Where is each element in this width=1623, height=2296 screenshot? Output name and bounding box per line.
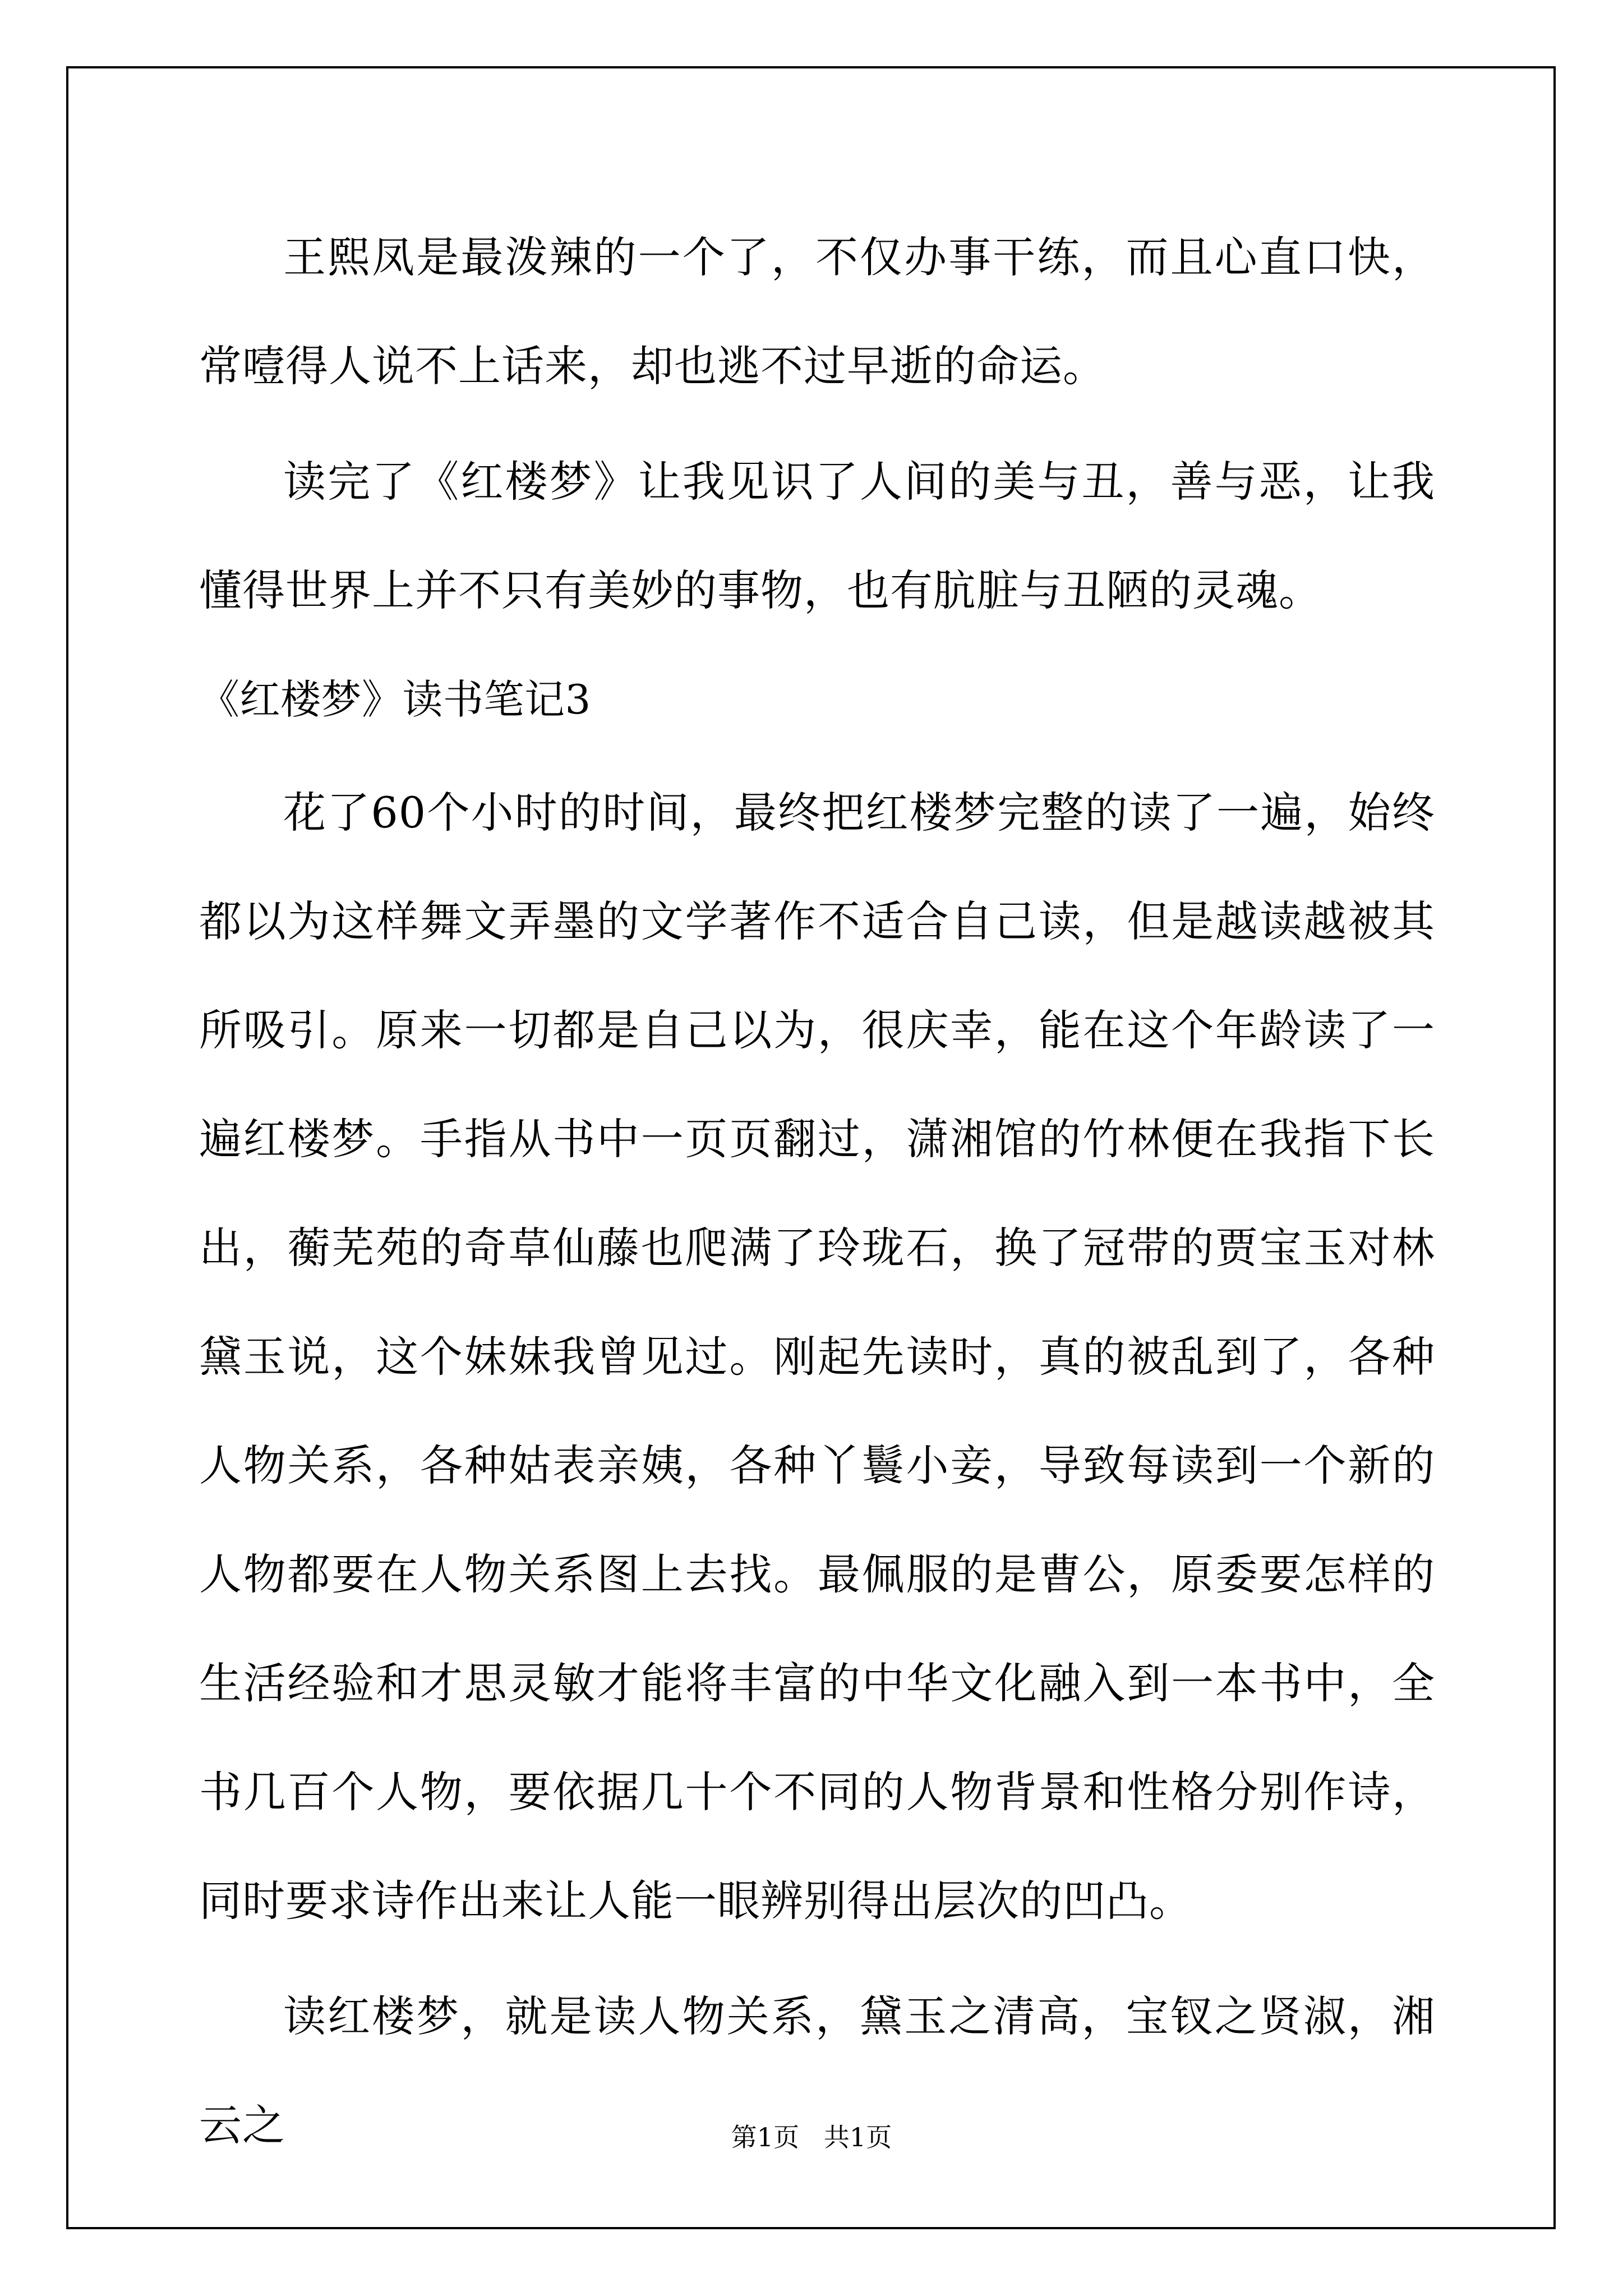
document-body: [199, 203, 1435, 2180]
page-footer: 第1页 共1页: [731, 2122, 892, 2152]
paragraph-reading-experience: 花了60个小时的时间，最终把红楼梦完整的读了一遍，始终都以为这样舞文弄墨的文学著作不适合自己读，但是越读越被其所吸引。原来一切都是自己以为，很庆幸，能在这个年龄读了一遍红楼梦。手指从书中一页页翻过，潇湘馆的竹林便在我指下长出，蘅芜苑的奇草仙藤也爬满了玲珑石，换了冠带的贾宝玉对林黛玉说，这个妹妹我曾见过。刚起先读时，真的被乱到了，各种人物关系，各种姑表亲姨，各种丫鬟小妾，导致每读到一个新的人物都要在人物关系图上去找。最佩服的是曹公，原委要怎样的生活经验和才思灵敏才能将丰富的中华文化融入到一本书中，全书几百个人物，要依据几十个不同的人物背景和性格分别作诗，同时要求诗作出来让人能一眼辨别得出层次的凹凸。: [199, 788, 1435, 1926]
paragraph-reflection: 读完了《红楼梦》让我见识了人间的美与丑，善与恶，让我懂得世界上并不只有美妙的事物，也有肮脏与丑陋的灵魂。: [199, 457, 1435, 615]
paragraph-wang-xifeng: 王熙凤是最泼辣的一个了，不仅办事干练，而且心直口快，常噎得人说不上话来，却也逃不过早逝的命运。: [199, 232, 1435, 391]
paragraph-character-relations: 读红楼梦，就是读人物关系，黛玉之清高，宝钗之贤淑，湘云之: [199, 1991, 1435, 2150]
section-heading: 《红楼梦》读书笔记3: [199, 676, 591, 723]
